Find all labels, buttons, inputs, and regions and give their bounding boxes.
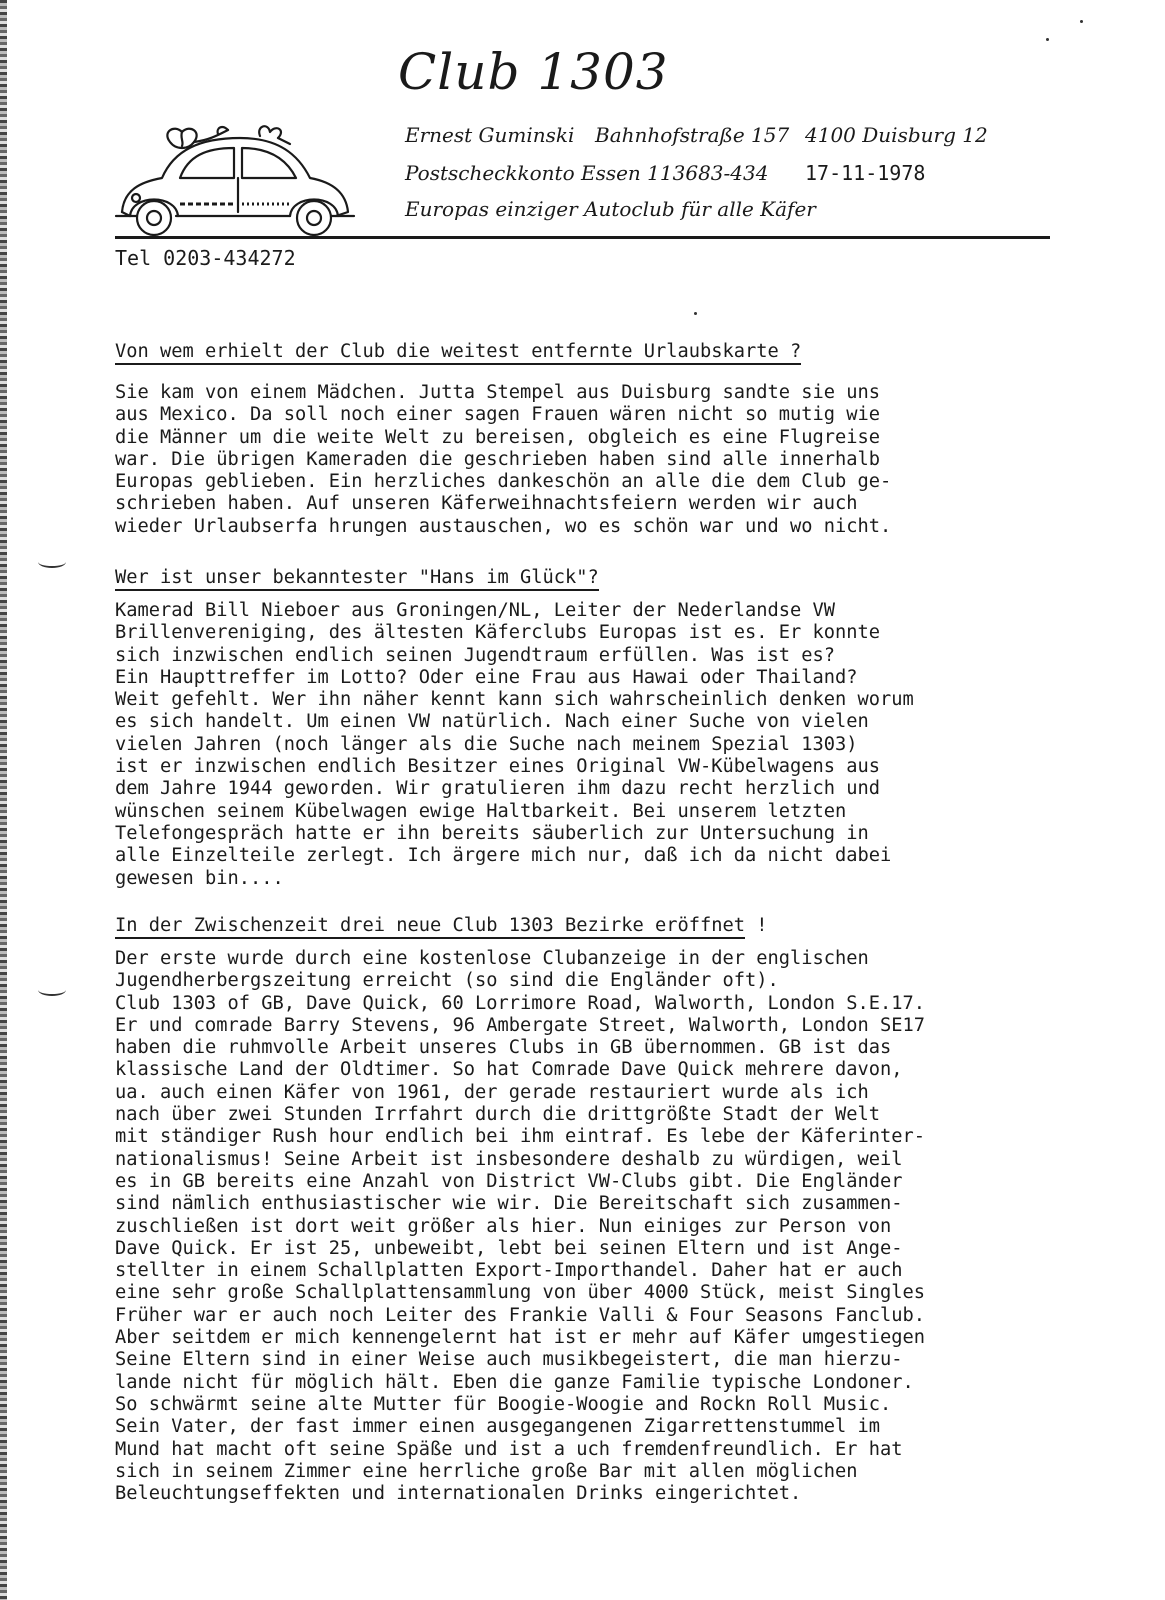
club-title: Club 1303 <box>398 43 669 101</box>
section-2-heading-text: Wer ist unser bekanntester "Hans im Glück"? <box>115 567 599 591</box>
section-1-heading-text: Von wem erhielt der Club die weitest entfernte Urlaubskarte ? <box>115 341 801 365</box>
section-1-text: Sie kam von einem Mädchen. Jutta Stempel aus Duisburg sandte sie uns aus Mexico. Da soll noch einer sagen Frauen wären nicht so mutig wie die Männer um die weite Welt zu bereisen, obgleich es eine Flugreise war. Die übrigen Kameraden die geschrieben haben sind alle innerhalb Europas geblieben. Ein herzliches dankeschön an alle die dem Club ge- schrieben haben. Auf unseren Käferweihnachtsfeiern werden wir auch wieder Urlaubserfa hrungen austauschen, wo es schön war und wo nicht. <box>115 382 892 537</box>
letterhead-rule <box>115 236 1050 239</box>
section-2-heading <box>115 566 599 590</box>
beetle-car-logo <box>110 120 360 240</box>
section-3-text: Der erste wurde durch eine kostenlose Clubanzeige in der englischen Jugendherbergszeitung erreicht (so sind die Engländer oft). Club 1303 of GB, Dave Quick, 60 Lorrimore Road, Walworth, London S.E.17. Er und comrade Barry Stevens, 96 Ambergate Street, Walworth, London SE17 haben die ruhmvolle Arbeit unseres Clubs in GB übernommen. GB ist das klassische Land der Oldtimer. So hat Comrade Dave Quick mehrere davon, ua. auch einen Käfer von 1961, der gerade restauriert wurde als ich nach über zwei Stunden Irrfahrt durch die drittgrößte Stadt der Welt mit ständiger Rush hour endlich bei ihm eintraf. Es lebe der Käferinter- nationalismus! Seine Arbeit ist insbesondere deshalb zu würdigen, weil es in GB bereits eine Anzahl von District VW-Clubs gibt. Die Engländer sind nämlich enthusiastischer wie wir. Die Bereitschaft sich zusammen- zuschließen ist dort weit größer als hier. Nun einiges zur Person von Dave Quick. Er ist 25, unbeweibt, lebt bei seinen Eltern und ist Ange- stellter in einem Schallplatten Export-Importhandel. Daher hat er auch eine sehr große Schallplattensammlung von über 4000 Stück, meist Singles Früher war er auch noch Leiter des Frankie Valli & Four Seasons Fanclub. Aber seitdem er mich kennengelernt hat ist er mehr auf Käfer umgestiegen Seine Eltern sind in einer Weise auch musikbegeistert, die man hierzu- lande nicht für möglich hält. Eben die ganze Familie typische Londoner. So schwärmt seine alte Mutter für Boogie-Woogie and Rockn Roll Music. Sein Vater, der fast immer einen ausgegangenen Zigarrettenstummel im Mund hat macht oft seine Späße und ist a uch fremdenfreundlich. Er hat sich in seinem Zimmer eine herrliche große Bar mit allen möglichen Beleuchtungseffekten und internationalen Drinks eingerichtet. <box>115 948 926 1505</box>
letterhead-street: Bahnhofstraße 157 <box>595 123 790 147</box>
margin-mark <box>38 556 66 568</box>
letterhead-account: Postscheckkonto Essen 113683-434 <box>405 161 769 185</box>
section-1-heading <box>115 340 801 364</box>
scan-speck <box>694 312 697 315</box>
scan-edge <box>0 0 7 1600</box>
letterhead-slogan: Europas einziger Autoclub für alle Käfer <box>405 197 816 221</box>
section-3-heading <box>115 914 768 938</box>
letterhead-name: Ernest Guminski <box>405 123 575 147</box>
scan-speck <box>1046 38 1049 41</box>
telephone-number: Tel 0203-434272 <box>115 246 296 270</box>
section-3-heading-suffix: ! <box>745 915 768 936</box>
margin-mark <box>38 984 66 996</box>
section-3-heading-text: In der Zwischenzeit drei neue Club 1303 Bezirke eröffnet <box>115 915 745 939</box>
letterhead-city: 4100 Duisburg 12 <box>805 123 988 147</box>
scan-speck <box>1080 20 1083 23</box>
letterhead-date: 17-11-1978 <box>805 161 926 185</box>
section-2-text: Kamerad Bill Nieboer aus Groningen/NL, Leiter der Nederlandse VW Brillenvereniging, des ältesten Käferclubs Europas ist es. Er konnte sich inzwischen endlich seinen Jugendtraum erfüllen. Was ist es? Ein Haupttreffer im Lotto? Oder eine Frau aus Hawai oder Thailand? Weit gefehlt. Wer ihn näher kennt kann sich wahrscheinlich denken worum es sich handelt. Um einen VW natürlich. Nach einer Suche von vielen vielen Jahren (noch länger als die Suche nach meinem Spezial 1303) ist er inzwischen endlich Besitzer eines Original VW-Kübelwagens aus dem Jahre 1944 geworden. Wir gratulieren ihm dazu recht herzlich und wünschen seinem Kübelwagen ewige Haltbarkeit. Bei unserem letzten Telefongespräch hatte er ihn bereits säuberlich zur Untersuchung in alle Einzelteile zerlegt. Ich ärgere mich nur, daß ich da nicht dabei gewesen bin.... <box>115 600 914 889</box>
